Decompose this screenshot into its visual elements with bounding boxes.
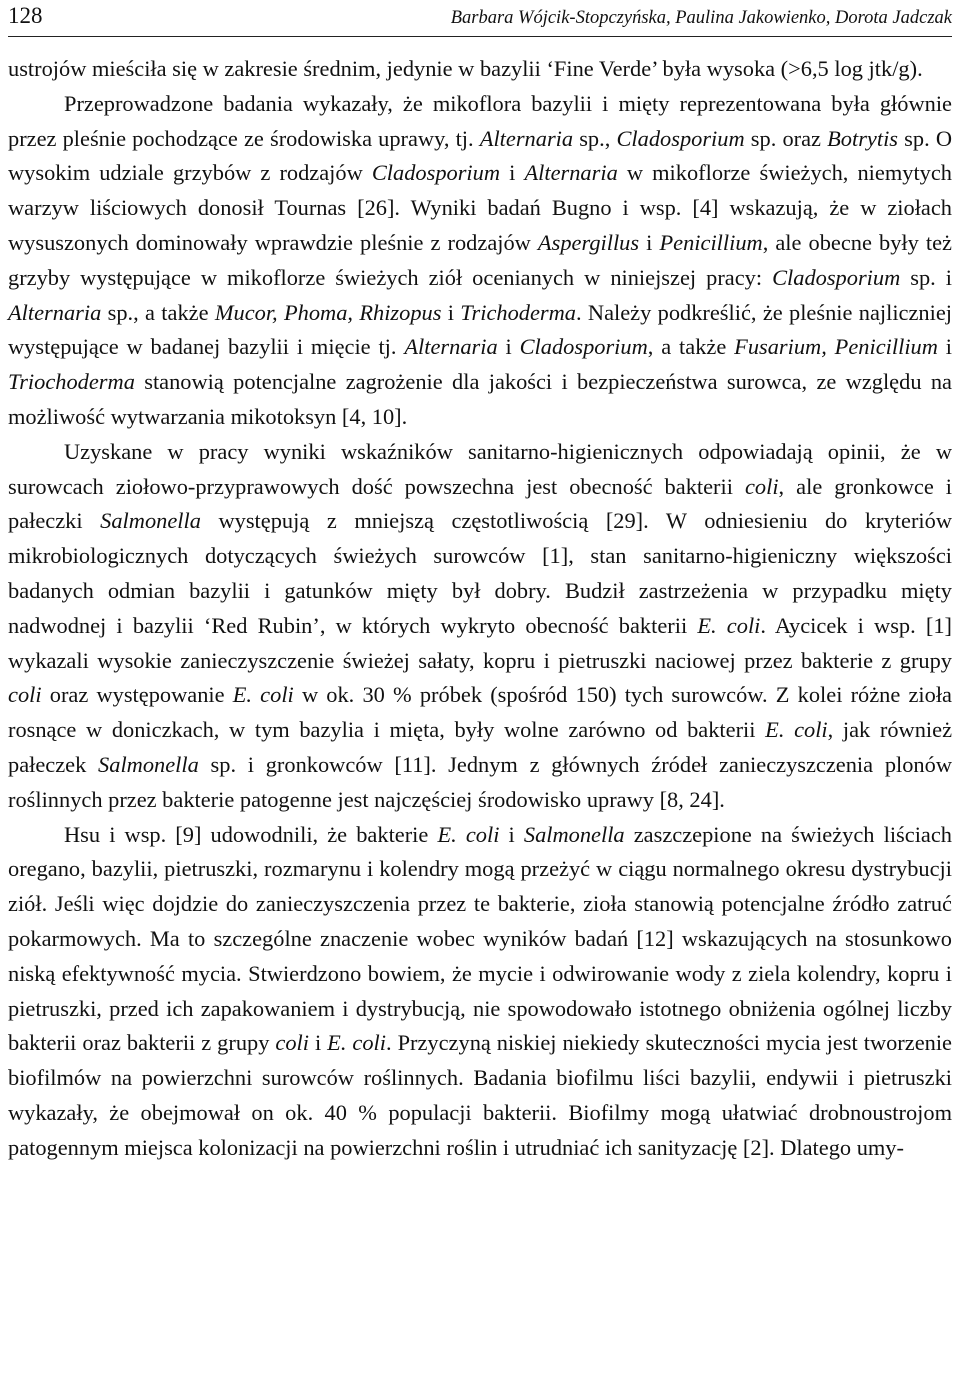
text-run: sp., a także (101, 299, 215, 325)
text-run: Hsu i wsp. [9] udowodnili, że bakterie (64, 821, 438, 847)
text-run: w mikoflorze świeżych, niemytych warzyw liściowych donosił Tournas [26]. Wyniki badań Bugno i wsp. [4] wskazują, że w ziołach wysuszonych dominowały wprawdzie pleśnie z rodzajów (8, 160, 953, 255)
text-run: sp. i gronkowców [11]. Jednym z głównych źródeł zanieczyszczenia plonów roślinnych przez bakterie patogenne jest najczęściej środowisko uprawy [8, 24]. (8, 751, 952, 812)
text-run: . Należy podkreślić, że pleśnie najliczniej występujące w badanej bazylii i mięcie tj. (8, 299, 952, 360)
text-run: Uzyskane w pracy wyniki wskaźników sanitarno-higienicznych odpowiadają opinii, że w surowcach ziołowo-przyprawowych dość powszechna jest obecność bakterii (8, 438, 952, 499)
italic-term: Botrytis (827, 125, 899, 151)
italic-term: E. coli (765, 717, 828, 743)
text-run: występują z mniejszą częstotliwością [29]. W odniesieniu do kryteriów mikrobiologicznych dotyczących świeżych surowców [1], stan sanitarno-higieniczny większości badanych odmian bazylii i gatunków mięty był dobry. Budził zastrzeżenia w przypadku mięty nadwodnej i bazylii ‘Red Rubin’, w których wykryto obecność bakterii (8, 508, 952, 638)
italic-term: Salmonella (100, 508, 201, 534)
page-number: 128 (8, 3, 43, 28)
paragraph (8, 435, 952, 818)
text-run: w ok. 30 % próbek (spośród 150) tych surowców. Z kolei różne zioła rosnące w doniczkach, w tym bazylia i mięta, były wolne zarówno od bakterii (8, 682, 952, 743)
text-run: ustrojów mieściła się w zakresie średnim, jedynie w bazylii ‘Fine Verde’ była wysoka (>6,5 log jtk/g). (8, 56, 923, 81)
text-run: i (500, 160, 525, 186)
text-run: . Przyczyną niskiej niekiedy skuteczności mycia jest tworzenie biofilmów na powierzchni surowców roślinnych. Badania biofilmu liści bazylii, endywii i pietruszki wykazały, że obejmował on ok. 40 % populacji bakterii. Biofilmy mogą ułatwiać drobnoustrojom patogennym miejsca kolonizacji na powierzchni roślin i utrudniać ich sanityzację [2]. Dlatego umy- (8, 1030, 952, 1160)
text-run: i (937, 334, 952, 360)
italic-term: coli (744, 473, 779, 499)
text-run: zaszczepione na świeżych liściach oregano, bazylii, pietruszki, rozmarynu i kolendry mogą przeżyć w ciągu normalnego okresu dystrybucji ziół. Jeśli więc dojdzie do zanieczyszczenia przez te bakterie, zioła stanowią potencjalne źródło zatruć pokarmowych. Ma to szczególne znaczenie wobec wyników badań [12] wskazujących na stosunkowo niską efektywność mycia. Stwierdzono bowiem, że mycie i odwirowanie wody z ziela kolendry, kopru i pietruszki, przed ich zapakowaniem i dystrybucją, nie spowodowało istotnego obniżenia ogólnej liczby bakterii oraz bakterii z grupy (8, 821, 952, 1056)
italic-term: Alternaria (524, 160, 618, 186)
text-run: , ale obecne były też grzyby występujące w mikoflorze świeżych ziół ocenianych w niniejszej pracy: (8, 229, 952, 290)
text-run: sp. O wysokim udziale grzybów z rodzajów (8, 125, 952, 186)
italic-term: Alternaria (8, 299, 102, 325)
italic-term: Salmonella (523, 821, 625, 847)
italic-term: E. coli (327, 1030, 386, 1056)
italic-term: Trichoderma (460, 299, 576, 325)
text-run: sp. i (900, 264, 952, 290)
italic-term: Penicillium (659, 229, 763, 255)
text-run: , a także (647, 334, 735, 360)
italic-term: Cladosporium (772, 264, 901, 290)
paragraph (8, 87, 952, 435)
page-header (8, 0, 952, 37)
italic-term: coli (8, 682, 42, 708)
italic-term: E. coli (697, 612, 761, 638)
text-run: i (639, 229, 660, 255)
italic-term: Cladosporium (519, 334, 648, 360)
text-run: . Aycicek i wsp. [1] wykazali wysokie zanieczyszczenie świeżej sałaty, kopru i pietruszki naciowej przez bakterie z grupy (8, 612, 952, 673)
text-run: i (441, 299, 461, 325)
text-run: Przeprowadzone badania wykazały, że mikoflora bazylii i mięty reprezentowana była głównie przez pleśnie pochodzące ze środowiska uprawy, tj. (8, 90, 952, 151)
italic-term: Cladosporium (371, 160, 501, 186)
italic-term: Mucor, Phoma, Rhizopus (214, 299, 442, 325)
italic-term: Triochoderma (8, 369, 135, 395)
text-run: sp., (573, 125, 617, 151)
running-head-authors: Barbara Wójcik-Stopczyńska, Paulina Jakowienko, Dorota Jadczak (450, 8, 952, 28)
text-run: i (497, 334, 520, 360)
text-run: i (499, 821, 524, 847)
paragraph (8, 818, 952, 1166)
text-run: , jak również pałeczek (8, 717, 953, 777)
text-run: sp. oraz (744, 125, 828, 151)
italic-term: Salmonella (98, 751, 199, 777)
text-run: i (308, 1030, 328, 1056)
text-run: stanowią potencjalne zagrożenie dla jakości i bezpieczeństwa surowca, ze względu na możliwość wytwarzania mikotoksyn [4, 10]. (8, 369, 952, 429)
italic-term: E. coli (437, 821, 500, 847)
article-body (8, 52, 952, 1166)
text-run: oraz występowanie (41, 682, 233, 708)
paragraph (8, 52, 952, 87)
italic-term: Alternaria (479, 125, 574, 151)
italic-term: Fusarium, Penicillium (734, 334, 938, 360)
italic-term: Cladosporium (616, 125, 745, 151)
italic-term: Alternaria (404, 334, 498, 360)
italic-term: coli (275, 1030, 309, 1056)
italic-term: Aspergillus (537, 229, 640, 255)
italic-term: E. coli (232, 682, 294, 708)
text-run: , ale gronkowce i pałeczki (8, 473, 953, 534)
